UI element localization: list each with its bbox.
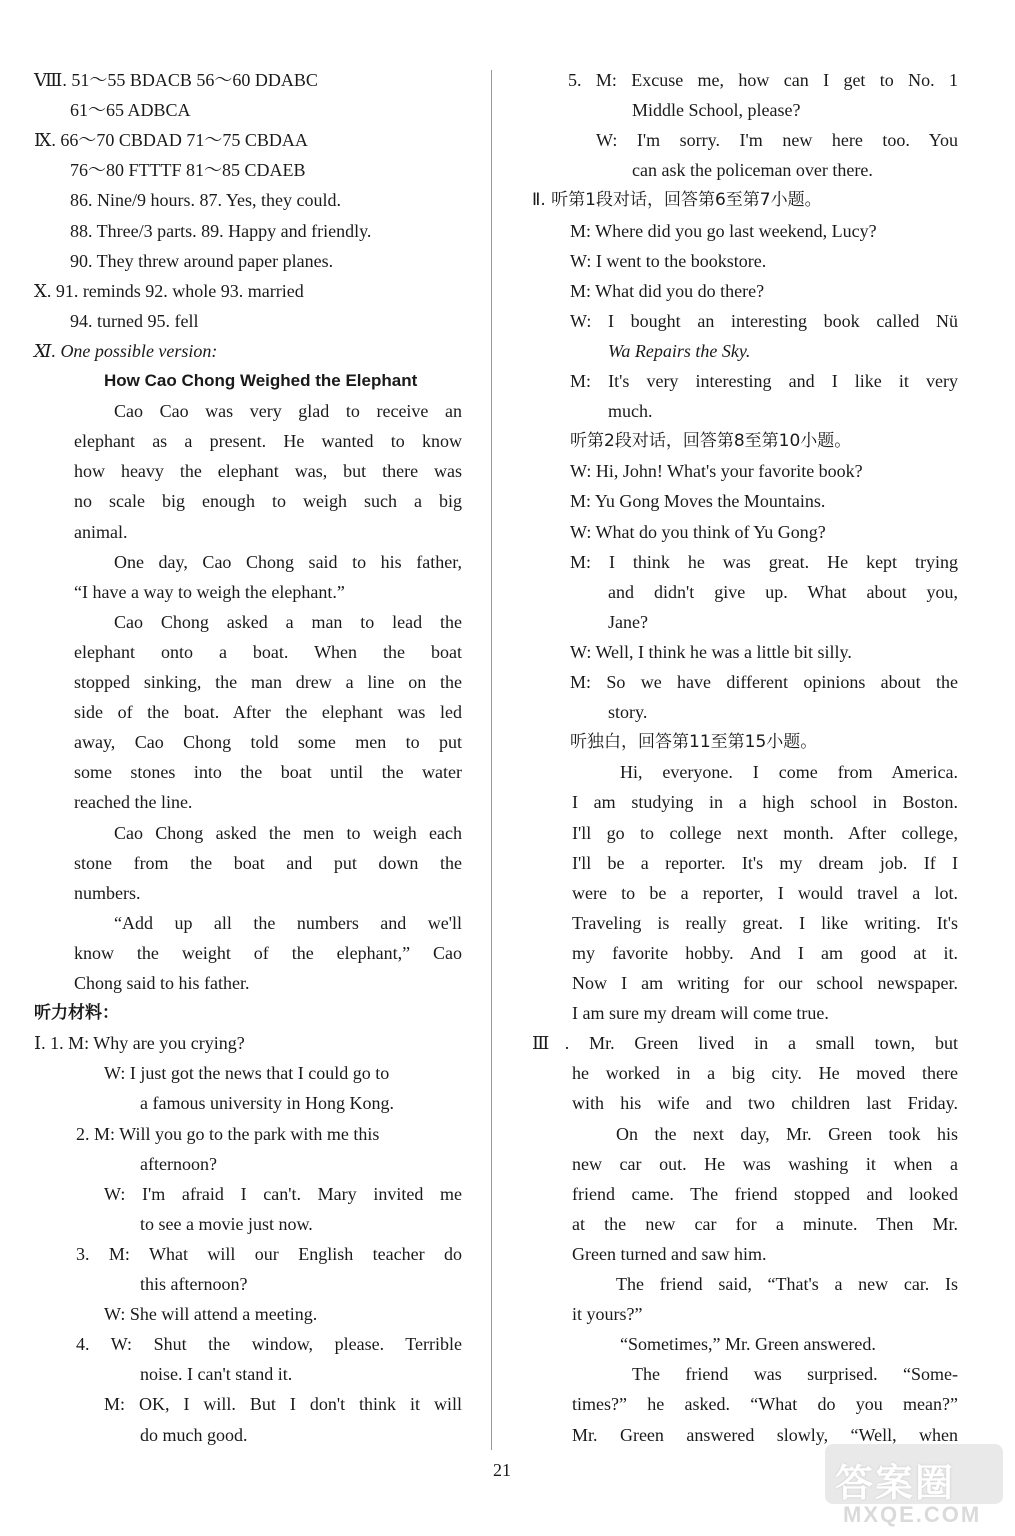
text-line: he worked in a big city. He moved there: [572, 1063, 958, 1084]
text-line: 88. Three/3 parts. 89. Happy and friendly.: [70, 220, 372, 241]
text-line: M: What did you do there?: [570, 280, 765, 301]
text-line: noise. I can't stand it.: [140, 1364, 293, 1385]
text-line: “Sometimes,” Mr. Green answered.: [620, 1334, 876, 1355]
text-line: numbers.: [74, 882, 141, 903]
text-line: times?” he asked. “What do you mean?”: [572, 1394, 958, 1415]
text-line: much.: [608, 401, 653, 422]
text-line: 2. M: Will you go to the park with me this: [76, 1123, 380, 1144]
text-line: I am sure my dream will come true.: [572, 1003, 829, 1024]
text-line: M: Where did you go last weekend, Lucy?: [570, 220, 877, 241]
text-line: Cao Chong asked a man to lead the: [114, 611, 462, 632]
text-line: Cao Chong asked the men to weigh each: [114, 822, 462, 843]
text-line: Ⅰ. 1. M: Why are you crying?: [34, 1033, 245, 1054]
text-line: 61～65 ADBCA: [70, 100, 191, 121]
text-line: M: OK, I will. But I don't think it will: [104, 1394, 462, 1415]
text-line: story.: [608, 702, 648, 723]
text-line: W: I bought an interesting book called Nü: [570, 310, 958, 331]
text-line: 86. Nine/9 hours. 87. Yes, they could.: [70, 190, 341, 211]
text-line: W: I'm sorry. I'm new here too. You: [596, 130, 958, 151]
watermark-logo: [825, 1444, 1003, 1528]
text-line: Chong said to his father.: [74, 973, 250, 993]
text-line: do much good.: [140, 1424, 248, 1445]
text-line: reached the line.: [74, 792, 193, 813]
text-line: 4. W: Shut the window, please. Terrible: [76, 1334, 462, 1355]
text-line: some stones into the boat until the water: [74, 762, 462, 783]
text-line: Wa Repairs the Sky.: [608, 340, 751, 361]
text-line: “I have a way to weigh the elephant.”: [74, 581, 345, 602]
text-line: and didn't give up. What about you,: [608, 581, 958, 602]
text-line: with his wife and two children last Friday.: [572, 1093, 958, 1114]
text-line: W: Hi, John! What's your favorite book?: [570, 461, 863, 482]
text-line: Ⅺ. One possible version:: [34, 340, 218, 361]
text-line: Now I am writing for our school newspaper.: [572, 973, 958, 993]
text-line: to see a movie just now.: [140, 1213, 313, 1234]
text-line: Hi, everyone. I come from America.: [620, 762, 958, 783]
text-line: 3. M: What will our English teacher do: [76, 1243, 462, 1264]
text-line: Cao Cao was very glad to receive an: [114, 401, 462, 422]
text-line: how heavy the elephant was, but there was: [74, 461, 462, 482]
text-line: M: So we have different opinions about the: [570, 672, 958, 692]
text-line: 76～80 FTTTF 81～85 CDAEB: [70, 160, 306, 181]
text-line: this afternoon?: [140, 1274, 248, 1294]
text-line: M: Yu Gong Moves the Mountains.: [570, 491, 826, 512]
text-line: animal.: [74, 521, 128, 542]
text-line: Mr. Green answered slowly, “Well, when: [572, 1424, 958, 1445]
text-line: my favorite hobby. And I am good at it.: [572, 942, 958, 963]
column-divider: [491, 70, 492, 1450]
text-line: side of the boat. After the elephant was led: [74, 702, 462, 723]
text-line: I'll go to college next month. After college,: [572, 822, 958, 843]
text-line: 5. M: Excuse me, how can I get to No. 1: [568, 70, 958, 90]
text-line: elephant onto a boat. When the boat: [74, 641, 462, 662]
text-line: W: I went to the bookstore.: [570, 250, 767, 271]
text-line: I'll be a reporter. It's my dream job. If I: [572, 852, 958, 873]
text-line: M: I think he was great. He kept trying: [570, 551, 958, 572]
text-line: The friend said, “That's a new car. Is: [616, 1274, 958, 1294]
watermark-url: MXQE.COM: [843, 1502, 982, 1527]
text-line: Jane?: [608, 611, 648, 632]
text-line: W: Well, I think he was a little bit silly.: [570, 641, 852, 662]
text-line: The friend was surprised. “Some-: [632, 1364, 958, 1385]
text-line: 90. They threw around paper planes.: [70, 250, 334, 271]
text-line: I am studying in a high school in Boston.: [572, 792, 958, 813]
watermark-text: 答案圈: [835, 1461, 956, 1505]
text-line: were to be a reporter, I would travel a lot.: [572, 882, 958, 903]
text-line: afternoon?: [140, 1153, 217, 1174]
text-line: know the weight of the elephant,” Cao: [74, 942, 462, 963]
text-line: stone from the boat and put down the: [74, 852, 462, 873]
text-line: Middle School, please?: [632, 100, 801, 121]
text-line: no scale big enough to weigh such a big: [74, 491, 462, 512]
text-line: “Add up all the numbers and we'll: [114, 912, 462, 933]
text-line: away, Cao Chong told some men to put: [74, 732, 462, 753]
text-line: Ⅷ. 51～55 BDACB 56～60 DDABC: [34, 70, 318, 90]
text-line: On the next day, Mr. Green took his: [616, 1123, 958, 1144]
text-line: W: I'm afraid I can't. Mary invited me: [104, 1183, 462, 1204]
text-line: How Cao Chong Weighed the Elephant: [104, 371, 418, 390]
text-line: 听独白，回答第11至第15小题。: [570, 732, 818, 753]
text-line: a famous university in Hong Kong.: [140, 1093, 394, 1114]
text-line: can ask the policeman over there.: [632, 160, 873, 181]
text-line: W: She will attend a meeting.: [104, 1304, 318, 1325]
text-line: Traveling is really great. I like writing. It's: [572, 912, 958, 933]
text-line: friend came. The friend stopped and looked: [572, 1183, 958, 1204]
text-line: Ⅹ. 91. reminds 92. whole 93. married: [34, 280, 304, 301]
text-line: One day, Cao Chong said to his father,: [114, 551, 462, 572]
page-number: 21: [493, 1460, 511, 1480]
text-line: Green turned and saw him.: [572, 1243, 767, 1264]
text-line: Ⅸ. 66～70 CBDAD 71～75 CBDAA: [34, 130, 308, 151]
text-line: elephant as a present. He wanted to know: [74, 431, 462, 452]
text-line: it yours?”: [572, 1304, 643, 1325]
text-line: W: What do you think of Yu Gong?: [570, 521, 826, 542]
text-line: new car out. He was washing it when a: [572, 1153, 958, 1174]
text-line: Ⅲ. Mr. Green lived in a small town, but: [532, 1033, 958, 1054]
text-line: W: I just got the news that I could go to: [104, 1063, 390, 1084]
text-line: M: It's very interesting and I like it very: [570, 371, 958, 391]
text-line: 听第2段对话，回答第8至第10小题。: [570, 431, 852, 452]
text-line: stopped sinking, the man drew a line on the: [74, 672, 462, 692]
text-line: Ⅱ. 听第1段对话，回答第6至第7小题。: [532, 190, 822, 211]
text-line: 听力材料：: [34, 1003, 119, 1024]
text-line: 94. turned 95. fell: [70, 310, 199, 331]
text-line: at the new car for a minute. Then Mr.: [572, 1213, 958, 1234]
